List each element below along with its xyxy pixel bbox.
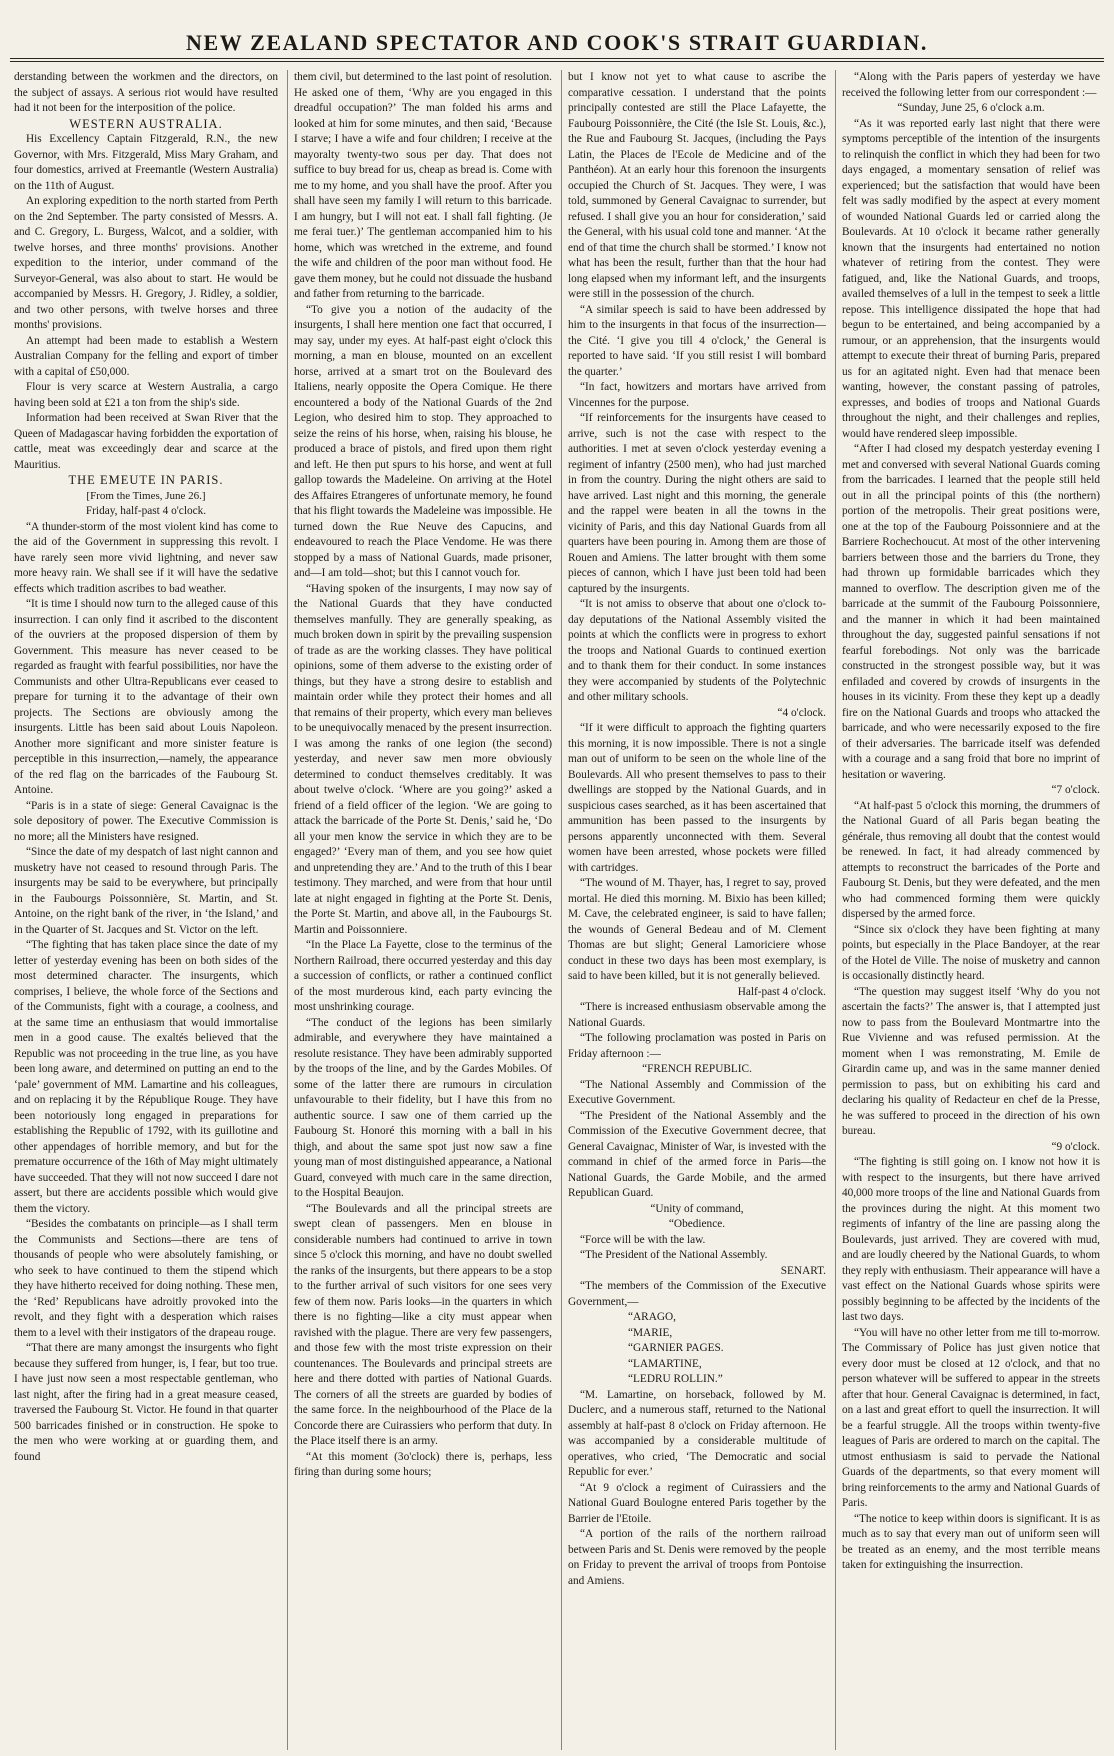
column-2 xyxy=(287,70,552,1750)
article-paragraph: “Since six o'clock they have been fighting at many points, but especially in the Place Bandoyer, at the rear of the Hotel de Ville. The noise of musketry and cannon is occasionally distinctly heard. xyxy=(842,923,1100,982)
article-paragraph: “You will have no other letter from me till to-morrow. The Commissary of Police has just given notice that every door must be closed at 12 o'clock, and that no person whatever will be suffered to appear in the streets after that hour. General Cavaignac is determined, in fact, on a last and great effort to quell the insurrection. It will be a fearful struggle. All the troops within twenty-five leagues of Paris are ordered to march on the capital. The utmost enthusiasm is said to pervade the National Guards of the departments, so that every moment will bring reinforcements to the army and National Guards of Paris. xyxy=(842,1326,1100,1509)
article-paragraph: them civil, but determined to the last point of resolution. He asked one of them, ‘Why are you engaged in this dreadful occupation?’ The man folded his arms and looked at him for some minutes, and then said, ‘Because I starve; I have a wife and four children; I receive at the mayoralty twenty-two sous per day. That does not suffice to buy bread for us, cheap as bread is. Come with me to my home, and you shall have the proof. After you shall have seen my family I will return to this barricade. I am hungry, but I will not eat. I shall fall fighting. (Je me ferai tuer.)’ The gentleman accompanied him to his home, which was wretched in the extreme, and found the wife and children of the poor man without food. He gave them money, but he could not dissuade the husband and father from returning to the barricade. xyxy=(294,71,552,300)
article-paragraph: “The fighting that has taken place since the date of my letter of yesterday evening has been on both sides of the most determined character. The insurgents, which comprises, I believe, the whole force of the Sections and of the Communists, fight with a courage, a coolness, and at the same time an enthusiasm that would immortalise men in a good cause. The exaltés believed that the Republic was not proceeding in the true line, as you have been long aware, and determined on putting an end to the ‘pale’ government of MM. Lamartine and his colleagues, and on replacing it by the République Rouge. They have been notoriously long engaged in preparations for establishing the Republic of 1792, with its guillotine and other appendages of horrible memory, and but for the premature occurrence of the 16th of May might ultimately have succeeded. That they will not now succeed I dare not assert, but there are accidents possible which would give them the victory. xyxy=(14,939,278,1215)
dateline: Friday, half-past 4 o'clock. xyxy=(85,505,207,517)
article-paragraph: An exploring expedition to the north started from Perth on the 2nd September. The party consisted of Messrs. A. and C. Gregory, L. Burgess, Walcot, and a soldier, with twelve horses, and three months' provisions. Another expedition to the interior, under command of the Surveyor-General, was also about to start. He would be accompanied by Messrs. H. Gregory, J. Ridley, a soldier, and two other persons, with twelve horses and three months' provisions. xyxy=(14,195,278,331)
column-3 xyxy=(561,70,826,1750)
article-paragraph: “Paris is in a state of siege: General Cavaignac is the sole depository of power. The Executive Commission is no more; all the Ministers have resigned. xyxy=(14,799,278,843)
article-paragraph: “At half-past 5 o'clock this morning, the drummers of the National Guard of all Paris began beating the générale, thus removing all doubt that the contest would be renewed. In fact, it had already commenced by attempts to reconstruct the barricades of the Porte and Faubourg St. Denis, but they were defeated, and the men who had commenced forming them were quickly dispersed by the armed force. xyxy=(842,799,1100,920)
article-paragraph: “The following proclamation was posted in Paris on Friday afternoon :— xyxy=(568,1032,826,1060)
article-paragraph: “There is increased enthusiasm observable among the National Guards. xyxy=(568,1001,826,1029)
article-paragraph: “As it was reported early last night that there were symptoms perceptible of the intention of the insurgents to relinquish the conflict in which they had been for two days engaged, a momentary sensation of relief was experienced; but the satisfaction that would have been felt was sadly modified by the aspect at every moment of wounded National Guards led or carried along the Boulevards. At 10 o'clock it became rather generally known that the insurgents had entertained no notion whatever of retiring from the contest. They were fatigued, and, like the National Guards, and troops, availed themselves of a lull in the tempest to seek a little repose. This intelligence dissipated the hope that had begun to be entertained, and being accompanied by a rumour, or an apprehension, that the insurgents would attempt to execute their threat of burning Paris, prepared us for an agitated night. Even had that menace been wanting, however, the constant passing of patroles, expresses, and bodies of troops and National Guards throughout the night, and their challenges and replies, would have rendered sleep impossible. xyxy=(842,117,1100,440)
signatory: “ARAGO, xyxy=(628,1311,677,1323)
dateline: Half-past 4 o'clock. xyxy=(737,985,826,998)
article-paragraph: “The fighting is still going on. I know not how it is with respect to the insurgents, but there have arrived 40,000 more troops of the line and National Guards from the provinces during the night. At this moment two regiments of infantry of the line are passing along the Boulevards, just arrived. They are covered with mud, and are loudly cheered by the National Guards, to whom they reply with enthusiasm. Their appearance will have a vast effect on the National Guards whose spirits were possibly beginning to be affected by the incidents of the last two days. xyxy=(842,1156,1100,1323)
newspaper-title: NEW ZEALAND SPECTATOR AND COOK'S STRAIT GUARDIAN. xyxy=(186,30,928,55)
article-paragraph: “Force will be with the law. xyxy=(580,1233,706,1246)
article-paragraph: An attempt had been made to establish a Western Australian Company for the felling and export of timber with a capital of £50,000. xyxy=(14,334,278,378)
article-paragraph: His Excellency Captain Fitzgerald, R.N., the new Governor, with Mrs. Fitzgerald, Miss Mary Graham, and four domestics, arrived at Freemantle (Western Australia) on the 11th of August. xyxy=(14,133,278,192)
article-paragraph: “The wound of M. Thayer, has, I regret to say, proved mortal. He died this morning. M. Bixio has been killed; M. Cave, the celebrated engineer, is said to have fallen; the wounds of General Bedeau and of M. Clement Thomas are but slight; General Lamoriciere whose conduct in these two days has been most exemplary, is said to have been killed, but it is not generally believed. xyxy=(568,877,826,982)
masthead xyxy=(0,0,1114,60)
dateline: “7 o'clock. xyxy=(1051,784,1100,796)
article-paragraph: “A thunder-storm of the most violent kind has come to the aid of the Government in suppressing this revolt. I have rarely seen more vivid lightning, and never saw more heavy rain. We shall see if it will have the sedative effects which tradition ascribes to bad weather. xyxy=(14,520,278,595)
article-paragraph: “It is time I should now turn to the alleged cause of this insurrection. I can only find it ascribed to the discontent of the ouvriers at the proposed dispersion of them by Government. This measure has never ceased to be regarded as fraught with fearful possibilities, nor have the Communists and other Ultra-Republicans ever ceased to prepare for turning it to the advantage of their own projects. The Sections are obviously among the insurgents. Little has been said about Louis Napoleon. Another more significant and more sinister feature is perceptible in this insurrection,—namely, the appearance of the red flag on the barricades of the Faubourg St. Antoine. xyxy=(14,598,278,796)
signatory: “LEDRU ROLLIN.” xyxy=(628,1373,723,1385)
article-paragraph: “The conduct of the legions has been similarly admirable, and everywhere they have maintained a resolute resistance. They have been admirably supported by the troops of the line, and by the Gardes Mobiles. Of some of the latter there are rumours in circulation unfavourable to their fidelity, but I have this from no authentic source. I saw one of them carried up the Faubourg St. Honoré this morning with a ball in his thigh, and about the same spot just now saw a fine young man of most distinguished appearance, a National Guard, conveyed with much care in the same direction, to the Hospital Beaujon. xyxy=(294,1016,552,1199)
dateline: “FRENCH REPUBLIC. xyxy=(642,1063,752,1075)
article-paragraph: “To give you a notion of the audacity of the insurgents, I shall here mention one fact that occurred, I may say, under my eyes. At half-past eight o'clock this morning, a man en blouse, mounted on an excellent horse, arrived at a smart trot on the Boulevard des Italiens, nearly opposite the Opera Comique. He there encountered a body of the National Guards of the 2nd Legion, who desired him to stop. They approached to seize the reins of his horse, when, raising his blouse, he produced a brace of pistols, and fired upon them right and left. He then put spurs to his horse, and went at full gallop towards the Madeleine. On arriving at the Hotel des Affaires Etrangeres of unfortunate memory, he found that his flight towards the Madeleine was impossible. He turned down the Rue Neuve des Capucins, and endeavoured to reach the Place Vendome. He was there stopped by a mass of National Guards, made prisoner, and—I am told—shot; but this I cannot vouch for. xyxy=(294,303,552,579)
signatory: “LAMARTINE, xyxy=(628,1357,702,1370)
article-paragraph: “At this moment (3o'clock) there is, perhaps, less firing than during some hours; xyxy=(294,1450,552,1478)
article-paragraph: Information had been received at Swan River that the Queen of Madagascar having forbidden the exportation of cattle, meat was exceedingly dear and scarce at the Mauritius. xyxy=(14,412,278,471)
article-paragraph: “The President of the National Assembly and the Commission of the Executive Government decree, that General Cavaignac, Minister of War, is invested with the command in chief of the armed force in Paris—the National Guards, the Garde Mobile, and the armed Republican Guard. xyxy=(568,1109,826,1199)
dateline: “4 o'clock. xyxy=(777,706,826,719)
article-paragraph: “The President of the National Assembly. xyxy=(580,1249,768,1261)
article-paragraph: “A portion of the rails of the northern railroad between Paris and St. Denis were removed by the people on Friday to prevent the arrival of troops from Pontoise and Amiens. xyxy=(568,1528,826,1587)
article-paragraph: but I know not yet to what cause to ascribe the comparative cessation. I understand that the points principally contested are still the Place Lafayette, the Faubourg Poissonnière, the Cité (the Isle St. Louis, &c.), the Rue and Faubourg St. Jacques, (including the Pays Latin, the Places de l'Ecole de Medicine and of the Panthéon). At an early hour this forenoon the insurgents occupied the Church of St. Jacques. They were, I was told, summoned by General Cavaignac to surrender, but refused. I shall give you an hour for consideration,’ said the General, with his usual cold tone and manner. ‘At the end of that time the church shall be stormed.’ I know not what has been the result, further than that the hour had long elapsed when my informant left, and the insurgents were still in the possession of the church. xyxy=(568,71,826,300)
masthead-rule-thin xyxy=(10,61,1104,62)
signatory: “GARNIER PAGES. xyxy=(628,1342,724,1354)
dateline: SENART. xyxy=(780,1264,826,1277)
section-heading: THE EMEUTE IN PARIS. xyxy=(68,473,224,487)
section-heading: WESTERN AUSTRALIA. xyxy=(69,116,223,131)
dateline: “Obedience. xyxy=(668,1218,726,1230)
article-paragraph: “The members of the Commission of the Executive Government,— xyxy=(568,1280,826,1308)
masthead-rule xyxy=(10,58,1104,59)
article-paragraph: “Since the date of my despatch of last night cannon and musketry have not ceased to resound through Paris. The insurgents may be said to be everywhere, but principally in the Faubourgs Poissonnière, St. Martin, and St. Antoine, on the right bank of the river, in ‘the Island,’ and in the Quarter of St. Jacques and St. Victor on the left. xyxy=(14,846,278,936)
signatory: “MARIE, xyxy=(628,1326,673,1339)
article-paragraph: “Having spoken of the insurgents, I may now say of the National Guards that they have conducted themselves manfully. They are generally speaking, as much broken down in spirit by the prevailing suspension of trade as are the working classes. They have political opinions, some of them adverse to the existing order of things, but they have a strong desire to establish and maintain order while they protect their homes and all that remains of their property, which every man believes to be unequivocally menaced by the present insurrection. I was among the ranks of one legion (the second) yesterday, and never saw men more obviously determined to conduct themselves creditably. It was about twelve o'clock. ‘Where are you going?’ asked a friend of a field officer of the legion. ‘We are going to attack the barricade of the Porte St. Denis,’ said he, ‘Do all your men know the service in which they are to be engaged?’ ‘Every man of them, and you see how quiet and unpretending they are.’ And to the truth of this I bear testimony. They marched, and were from that hour until late at night engaged in fighting at the Porte St. Denis, the Porte St. Martin, and above all, in the Faubourgs St. Martin and Poissonniere. xyxy=(294,582,552,936)
article-paragraph: “In fact, howitzers and mortars have arrived from Vincennes for the purpose. xyxy=(568,381,826,409)
article-paragraph: “It is not amiss to observe that about one o'clock to-day deputations of the National Assembly visited the points at which the conflicts were in progress to exhort the troops and National Guards to continued exertion and to thank them for their conduct. In some instances they were accompanied by students of the Polytechnic and other military schools. xyxy=(568,598,826,703)
article-paragraph: “At 9 o'clock a regiment of Cuirassiers and the National Guard Boulogne entered Paris together by the Barrier de l'Etoile. xyxy=(568,1481,826,1525)
column-4 xyxy=(835,70,1100,1750)
article-paragraph: “The question may suggest itself ‘Why do you not ascertain the facts?’ The answer is, that I attempted just now to pass from the Boulevard Montmartre into the Rue Vivienne and was refused permission. At the moment when I was remonstrating, M. Emile de Girardin came up, and was in the same manner denied permission to pass, but on exhibiting his card and declaring his quality of Redacteur en chef de la Presse, he was suffered to proceed in the direction of his own bureau. xyxy=(842,985,1100,1137)
column-1 xyxy=(14,70,278,1750)
article-paragraph: “If reinforcements for the insurgents have ceased to arrive, such is not the case with respect to the authorities. I met at seven o'clock yesterday evening a regiment of infantry (2500 men), who had just marched in from the country. During the night others are said to have arrived. Last night and this morning, the generale and the rappel were beaten in all the towns in the vicinity of Paris, and this day National Guards from all quarters have been pouring in. Among them are those of Rouen and Amiens. The latter brought with them some pieces of cannon, which I have just been told had been captured by the insurgents. xyxy=(568,412,826,595)
article-paragraph: “M. Lamartine, on horseback, followed by M. Duclerc, and a numerous staff, returned to the National assembly at half-past 8 o'clock on Friday afternoon. He was accompanied by a considerable multitude of operatives, who cried, ‘The Democratic and social Republic for ever.’ xyxy=(568,1388,826,1478)
article-paragraph: Flour is very scarce at Western Australia, a cargo having been sold at £21 a ton from the ship's side. xyxy=(14,381,278,409)
article-paragraph: “A similar speech is said to have been addressed by him to the insurgents in that focus of the insurrection—the Cité. ‘I give you till 4 o'clock,’ the General is reported to have said. ‘If you still resist I will bombard the quarter.’ xyxy=(568,303,826,378)
article-paragraph: “After I had closed my despatch yesterday evening I met and conversed with several National Guards coming from the barricades. I learned that the people still held out in all the principal points of this (the northern) portion of the metropolis. Their great positions were, one at the top of the Faubourg Poissonniere and at the Barriere Rochechoucut. At most of the other intervening barriers between those and the barriers du Trone, they had thrown up formidable barricades which they manned to overflow. The description given me of the barricade at the summit of the Faubourg Poissonniere, and the manner in which it had been maintained throughout the day, suggested painful sensations if not fearful forebodings. Not only was the barricade constructed in the strongest possible way, but it was enfiladed and covered by crowds of insurgents in the houses in its vicinity. From these they kept up a deadly fire on the National Guards and troops who attacked the barricade, and who were necessarily exposed to the fire of their adversaries. The barricade itself was defended with a courage and a sang froid that bore no imprint of hesitation or wavering. xyxy=(842,443,1100,781)
article-paragraph: “The National Assembly and Commission of the Executive Government. xyxy=(568,1078,826,1106)
article-paragraph: derstanding between the workmen and the directors, on the subject of assays. A serious riot would have resulted had it not been for the interposition of the police. xyxy=(14,71,278,114)
article-paragraph: “If it were difficult to approach the fighting quarters this morning, it is now impossible. There is not a single man out of uniform to be seen on the whole line of the Boulevards. All who present themselves to pass to their dwellings are stopped by the National Guards, and in suspicious cases searched, as it has been ascertained that ammunition has been passed to the insurgents by persons apparently unconnected with them. Several women have been arrested, whose pockets were filled with cartridges. xyxy=(568,722,826,874)
article-paragraph: “That there are many amongst the insurgents who fight because they suffered from hunger, is, I fear, but too true. I have just now seen a most respectable gentleman, who last night, after the firing had in a great measure ceased, traversed the Faubourg St. Victor. He found in that quarter 500 barricades finished or in construction. He spoke to the men who were working at or guarding them, and found xyxy=(14,1342,278,1463)
article-paragraph: “The notice to keep within doors is significant. It is as much as to say that every man out of uniform seen will be treated as an enemy, and the most terrible means taken for extinguishing the insurrection. xyxy=(842,1512,1100,1571)
article-paragraph: “Besides the combatants on principle—as I shall term the Communists and Sections—there are tens of thousands of people who were absolutely famishing, or who seek to have continued to them the stipend which they have hitherto received for doing nothing. These men, the ‘Red’ Republicans have adroitly provoked into the revolt, and they fight with a desperation which raises them to a level with their instigators of the drapeau rouge. xyxy=(14,1218,278,1339)
article-paragraph: “Along with the Paris papers of yesterday we have received the following letter from our correspondent :— xyxy=(842,71,1100,99)
dateline: “9 o'clock. xyxy=(1051,1140,1100,1153)
columns xyxy=(14,70,1100,1750)
article-paragraph: “The Boulevards and all the principal streets are swept clean of passengers. Men en blouse in considerable numbers had continued to arrive in town since 5 o'clock this morning, and have no doubt swelled the ranks of the insurgents, but there appears to be a stop to the further arrival of such visitors for one sees very few of them now. Paris looks—in the quarters in which there is no fighting—like a city must appear when ravished with the plague. There are very few passengers, and those few with the most triste expression on their countenances. The Boulevards and principal streets are here and there dotted with parties of National Guards. The corners of all the streets are guarded by bodies of the same force. In the neighbourhood of the Place de la Concorde there are Cuirassiers who perform that duty. In the Place itself there is an army. xyxy=(294,1202,552,1447)
article-paragraph: “In the Place La Fayette, close to the terminus of the Northern Railroad, there occurred yesterday and this day a succession of conflicts, or rather a continued conflict of the most murderous kind, each party evincing the most unshrinking courage. xyxy=(294,939,552,1013)
source-note: [From the Times, June 26.] xyxy=(86,489,206,502)
dateline: “Sunday, June 25, 6 o'clock a.m. xyxy=(897,102,1045,114)
dateline: “Unity of command, xyxy=(650,1202,744,1215)
